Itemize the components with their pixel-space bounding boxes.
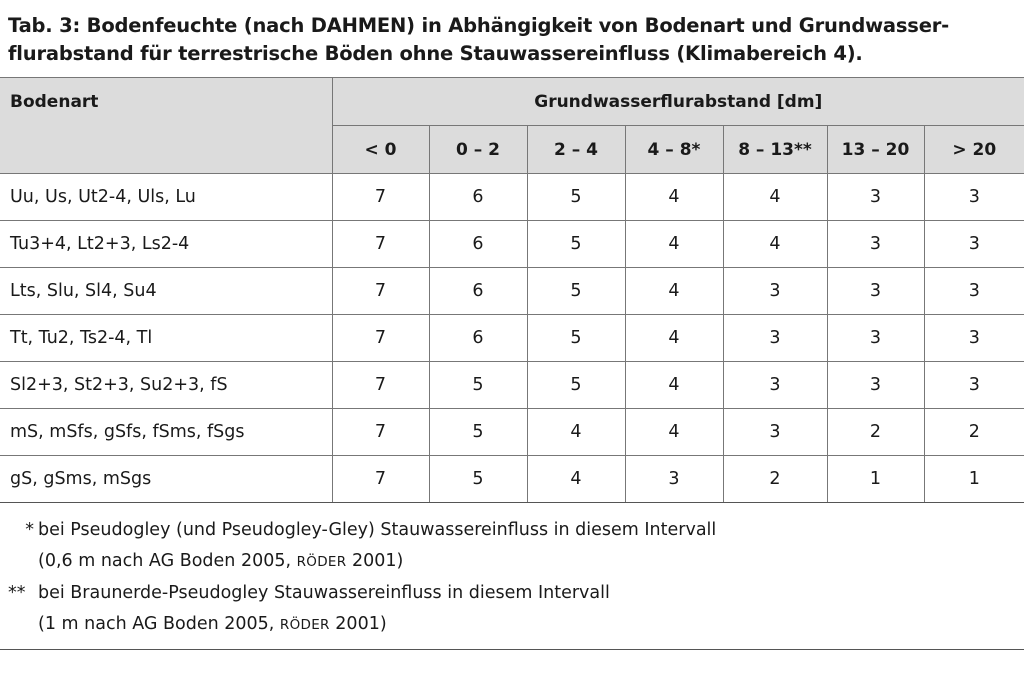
table-cell: 3 [827, 362, 924, 409]
table-cell: 5 [429, 362, 527, 409]
footnote-2-marker: ** [8, 583, 26, 603]
footnote-2-continuation [8, 609, 1018, 641]
table-cell: 4 [527, 456, 625, 503]
footnote-2-text: bei Braunerde-Pseudogley Stauwassereinfluss in diesem Intervall [38, 583, 610, 603]
footnote-1-continuation [8, 546, 1018, 578]
table-cell: 5 [527, 221, 625, 268]
table-cell: 3 [723, 362, 827, 409]
table-cell: 2 [723, 456, 827, 503]
table-cell: 4 [625, 268, 723, 315]
table-cell: 3 [723, 268, 827, 315]
table-cell: 3 [625, 456, 723, 503]
column-header: 0 – 2 [429, 126, 527, 174]
row-label: Uu, Us, Ut2-4, Uls, Lu [0, 174, 332, 221]
row-label: Tt, Tu2, Ts2-4, Tl [0, 315, 332, 362]
table-row [0, 409, 1024, 456]
table-cell: 7 [332, 456, 429, 503]
caption-line-1: Tab. 3: Bodenfeuchte (nach DAHMEN) in Abhängigkeit von Bodenart und Grundwasser- [8, 14, 950, 37]
table-cell: 7 [332, 221, 429, 268]
footnote-1-cont-pre: (0,6 m nach AG Boden 2005, [38, 551, 297, 571]
footnote-2-cont-post: 2001) [329, 614, 387, 634]
row-label: Tu3+4, Lt2+3, Ls2-4 [0, 221, 332, 268]
caption-line-2: flurabstand für terrestrische Böden ohne Stauwassereinfluss (Klimabereich 4). [8, 42, 863, 65]
row-label: gS, gSms, mSgs [0, 456, 332, 503]
table-cell: 6 [429, 174, 527, 221]
table-cell: 3 [924, 362, 1024, 409]
table-cell: 3 [827, 268, 924, 315]
footnote-1 [8, 515, 1018, 546]
row-label: mS, mSfs, gSfs, fSms, fSgs [0, 409, 332, 456]
table-cell: 2 [924, 409, 1024, 456]
table-body [0, 174, 1024, 503]
column-header: < 0 [332, 126, 429, 174]
column-header: 13 – 20 [827, 126, 924, 174]
table-row [0, 315, 1024, 362]
footnotes [8, 515, 1018, 641]
footnote-2-cont-pre: (1 m nach AG Boden 2005, [38, 614, 280, 634]
table-cell: 5 [527, 362, 625, 409]
bodenart-header: Bodenart [0, 78, 332, 174]
table-cell: 3 [924, 174, 1024, 221]
table-cell: 6 [429, 221, 527, 268]
table-cell: 4 [625, 315, 723, 362]
table-cell: 5 [527, 315, 625, 362]
footnote-1-cont-post: 2001) [346, 551, 404, 571]
table-row [0, 362, 1024, 409]
bottom-divider [0, 649, 1024, 650]
table-cell: 4 [527, 409, 625, 456]
table-cell: 3 [924, 315, 1024, 362]
table-cell: 6 [429, 268, 527, 315]
table-cell: 6 [429, 315, 527, 362]
table-row [0, 221, 1024, 268]
table-cell: 3 [924, 221, 1024, 268]
table-cell: 3 [723, 315, 827, 362]
soil-moisture-table [0, 77, 1024, 503]
table-cell: 3 [827, 221, 924, 268]
column-header: 2 – 4 [527, 126, 625, 174]
table-cell: 5 [527, 174, 625, 221]
table-cell: 7 [332, 409, 429, 456]
table-row [0, 268, 1024, 315]
table-cell: 3 [924, 268, 1024, 315]
table-row [0, 174, 1024, 221]
row-label: Lts, Slu, Sl4, Su4 [0, 268, 332, 315]
table-cell: 4 [625, 409, 723, 456]
column-header: 8 – 13** [723, 126, 827, 174]
table-cell: 4 [723, 221, 827, 268]
footnote-2-author: RÖDER [279, 617, 330, 633]
table-cell: 5 [527, 268, 625, 315]
table-cell: 3 [827, 315, 924, 362]
footnote-1-marker: * [25, 520, 34, 540]
table-cell: 7 [332, 268, 429, 315]
table-cell: 4 [723, 174, 827, 221]
footnote-1-author: RÖDER [296, 554, 347, 570]
column-header: 4 – 8* [625, 126, 723, 174]
table-cell: 3 [723, 409, 827, 456]
table-cell: 4 [625, 221, 723, 268]
table-cell: 4 [625, 174, 723, 221]
table-cell: 7 [332, 362, 429, 409]
table-cell: 5 [429, 409, 527, 456]
table-cell: 4 [625, 362, 723, 409]
table-cell: 7 [332, 315, 429, 362]
table-header [0, 78, 1024, 174]
table-cell: 7 [332, 174, 429, 221]
table-cell: 3 [827, 174, 924, 221]
footnote-2 [8, 578, 1018, 609]
row-label: Sl2+3, St2+3, Su2+3, fS [0, 362, 332, 409]
table-caption [8, 12, 1018, 68]
table-cell: 1 [827, 456, 924, 503]
footnote-1-text: bei Pseudogley (und Pseudogley-Gley) Stauwassereinfluss in diesem Intervall [38, 520, 717, 540]
groundwater-distance-header: Grundwasserflurabstand [dm] [332, 78, 1024, 126]
table-row [0, 456, 1024, 503]
table-cell: 5 [429, 456, 527, 503]
column-header: > 20 [924, 126, 1024, 174]
table-cell: 2 [827, 409, 924, 456]
table-cell: 1 [924, 456, 1024, 503]
